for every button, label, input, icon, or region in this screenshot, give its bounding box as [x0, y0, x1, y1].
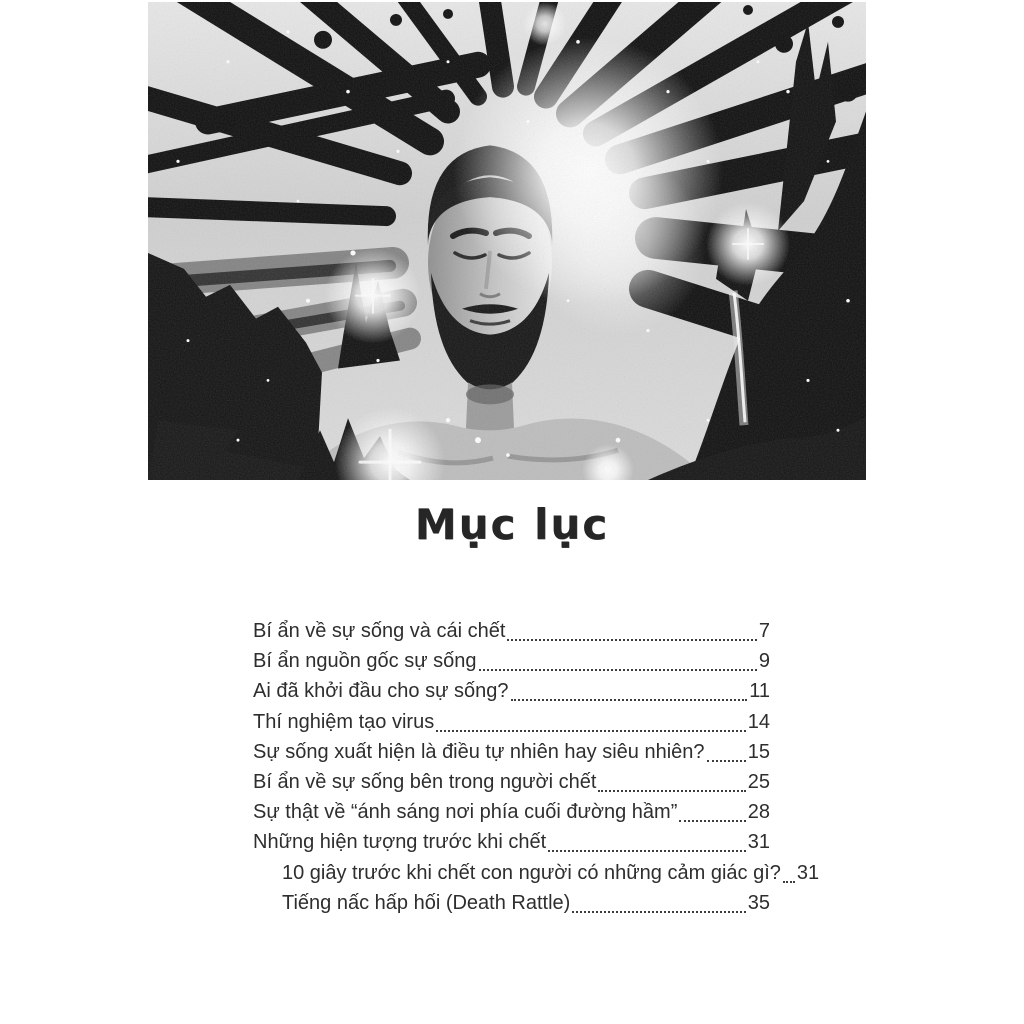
- toc-page-number: 25: [747, 770, 770, 793]
- toc-entry-label: 10 giây trước khi chết con người có những cảm giác gì?: [282, 861, 781, 884]
- toc-page-number: 14: [747, 710, 770, 733]
- toc-entry-label: Sự sống xuất hiện là điều tự nhiên hay siêu nhiên?: [253, 740, 705, 763]
- page-title: Mục lục: [414, 500, 610, 549]
- toc-entry: [253, 616, 770, 646]
- dot-leader: [511, 676, 748, 701]
- toc-page-number: 7: [758, 620, 770, 642]
- toc-page-number: 31: [796, 861, 820, 884]
- toc-entry-label: Bí ẩn về sự sống bên trong người chết: [253, 770, 597, 793]
- toc-page-number: 9: [758, 650, 770, 673]
- toc-page-number: 11: [749, 680, 770, 703]
- toc-entry: [253, 797, 770, 827]
- toc-page-number: 28: [747, 801, 770, 824]
- dot-leader: [436, 707, 746, 732]
- toc-entry: [253, 767, 770, 797]
- dot-leader: [679, 797, 745, 822]
- toc-entry-label: Thí nghiệm tạo virus: [253, 710, 435, 733]
- toc-entry: [253, 646, 770, 676]
- toc-page-number: 15: [747, 740, 770, 763]
- toc-entry-label: Ai đã khởi đầu cho sự sống?: [253, 680, 509, 703]
- toc-entry-label: Bí ẩn về sự sống và cái chết: [253, 620, 506, 642]
- dot-leader: [479, 646, 757, 671]
- dot-leader: [598, 767, 745, 792]
- dot-leader: [572, 888, 745, 913]
- dot-leader: [707, 737, 746, 762]
- toc-entry-label: Sự thật về “ánh sáng nơi phía cuối đường hầm”: [253, 801, 678, 824]
- toc-entry-label: Tiếng nấc hấp hối (Death Rattle): [282, 891, 571, 914]
- dot-leader: [548, 827, 746, 852]
- toc-entry: [253, 858, 820, 888]
- toc-list: [253, 616, 820, 918]
- toc-entry: [253, 676, 770, 706]
- toc-entry-label: Những hiện tượng trước khi chết: [253, 831, 547, 854]
- toc-entry: [253, 888, 770, 918]
- toc-entry: [253, 737, 770, 767]
- toc-page-number: 35: [747, 891, 770, 914]
- toc-entry: [253, 827, 770, 857]
- dot-leader: [507, 616, 756, 641]
- toc-page-number: 31: [747, 831, 770, 854]
- dot-leader: [783, 858, 795, 883]
- toc-entry: [253, 707, 770, 737]
- cover-artwork: [148, 2, 866, 480]
- surreal-ink-portrait-illustration: [148, 2, 866, 480]
- toc-entry-label: Bí ẩn nguồn gốc sự sống: [253, 650, 477, 673]
